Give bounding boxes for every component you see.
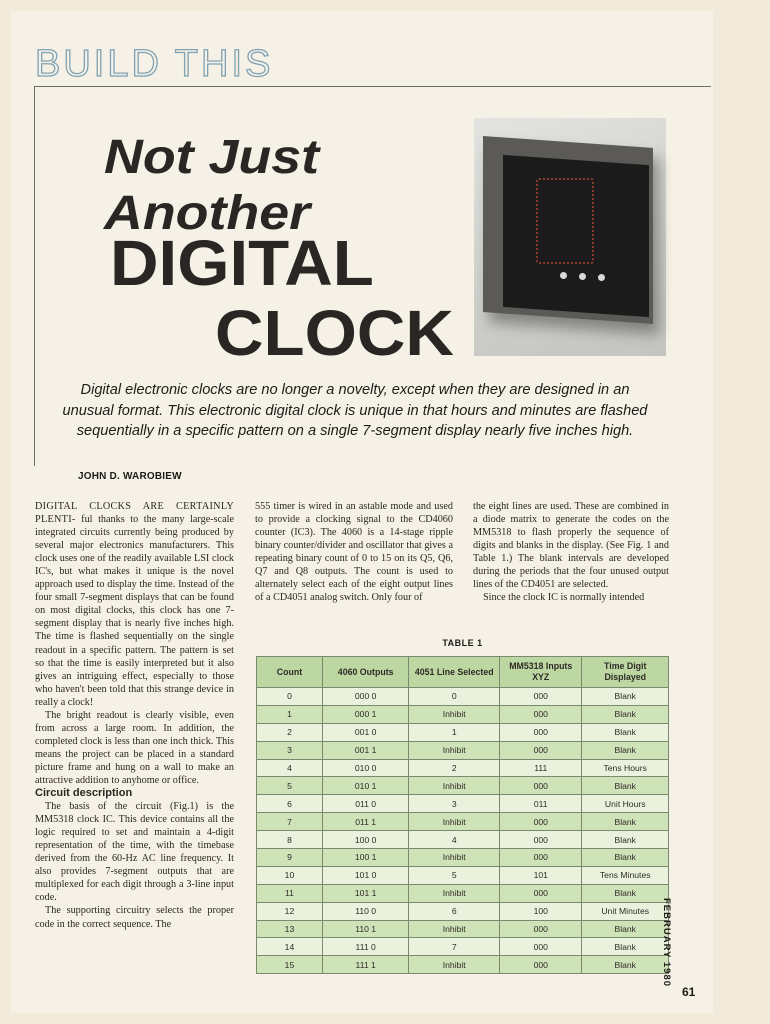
table-cell: 4	[409, 831, 500, 849]
header-vertical-rule	[34, 86, 35, 466]
text-column-2	[255, 500, 453, 604]
table-cell: Blank	[582, 831, 669, 849]
table-cell: Blank	[582, 688, 669, 706]
body-paragraph: The bright readout is clearly visible, even from across a large room. In addition, the completed clock is less than one inch thick. This means the project can be placed in a standard picture frame and hung on a wall to make an attractive addition to anyhome or office.	[35, 709, 234, 786]
title-line-1: Not Just	[104, 131, 320, 184]
table-cell: 14	[257, 938, 323, 956]
table-cell: 7	[409, 938, 500, 956]
table-cell: Blank	[582, 705, 669, 723]
table-row	[257, 777, 669, 795]
table-cell: 000 0	[322, 688, 409, 706]
table-cell: 000 1	[322, 705, 409, 723]
table-cell: Inhibit	[409, 920, 500, 938]
table-cell: 0	[257, 688, 323, 706]
table-cell: Tens Hours	[582, 759, 669, 777]
column-header: Count	[257, 657, 323, 688]
table-cell: Blank	[582, 920, 669, 938]
table-cell: 1	[409, 723, 500, 741]
seven-segment-display	[536, 178, 594, 264]
table-cell: Blank	[582, 956, 669, 974]
table-cell: 9	[257, 849, 323, 867]
table-cell: Unit Hours	[582, 795, 669, 813]
table-header-row	[257, 657, 669, 688]
table-cell: 011 1	[322, 813, 409, 831]
table-cell: 001 1	[322, 741, 409, 759]
body-paragraph: The basis of the circuit (Fig.1) is the MM5318 clock IC. This device contains all the logic required to set and maintain a 4-digit representation of the time, with the timebase derived from the 60-Hz AC line frequency. It also provides 7-segment outputs that are multiplexed for each digit through a 3-line input code.	[35, 801, 234, 904]
title-line-2: Another	[104, 187, 311, 240]
table-row	[257, 884, 669, 902]
table-cell: 0	[409, 688, 500, 706]
table-cell: 101 1	[322, 884, 409, 902]
table-cell: 5	[257, 777, 323, 795]
lead-in: DIGITAL CLOCKS ARE CERTAINLY PLENTI-	[35, 501, 234, 526]
table-row	[257, 866, 669, 884]
table-cell: 000	[500, 688, 582, 706]
body-paragraph: ful thanks to the many large-scale integrated circuits currently being produced by several major electronics manufacturers. This clock uses one of the readily available LSI clock IC's, but what makes it unique is the novel approach used to display the time. Instead of the four small 7-segment displays that can be found on most digital clocks, this clock has one 7-segment display that is nearly five inches high. The time is flashed sequentially on the single readout in a specific pattern. The pattern is set so that the time is easily interpreted but it also gives an intriguing effect, especially to those who haven't been told that this strange device in really a clock!	[35, 514, 234, 708]
table-cell: 001 0	[322, 723, 409, 741]
body-paragraph: the eight lines are used. These are combined in a diode matrix to generate the codes on the MM5318 to flash properly the sequence of digits and blanks in the display. (See Fig. 1 and Table 1.) The blank intervals are developed during the periods that the four unused output lines of the CD4051 are selected.	[473, 501, 669, 591]
table-cell: 000	[500, 741, 582, 759]
table-cell: Blank	[582, 741, 669, 759]
table-cell: Tens Minutes	[582, 866, 669, 884]
table-cell: Blank	[582, 723, 669, 741]
table-cell: 011	[500, 795, 582, 813]
table-row	[257, 705, 669, 723]
table-row	[257, 813, 669, 831]
table-cell: Inhibit	[409, 884, 500, 902]
table-cell: 011 0	[322, 795, 409, 813]
table-row	[257, 938, 669, 956]
table-cell: 111	[500, 759, 582, 777]
body-paragraph: Since the clock IC is normally intended	[483, 592, 645, 604]
text-column-3	[473, 500, 669, 604]
table-cell: Inhibit	[409, 813, 500, 831]
table-cell: 100	[500, 902, 582, 920]
issue-date: FEBRUARY 1980	[661, 898, 672, 988]
table-cell: 000	[500, 813, 582, 831]
table-cell: Blank	[582, 813, 669, 831]
table-cell: 10	[257, 866, 323, 884]
byline: JOHN D. WAROBIEW	[78, 471, 182, 482]
table-cell: Blank	[582, 884, 669, 902]
table-cell: 3	[257, 741, 323, 759]
table-cell: Inhibit	[409, 777, 500, 795]
table-cell: 13	[257, 920, 323, 938]
title-line-3: DIGITAL	[110, 227, 374, 299]
table-row	[257, 688, 669, 706]
column-header: 4060 Outputs	[322, 657, 409, 688]
table-row	[257, 741, 669, 759]
table-row	[257, 795, 669, 813]
table-cell: 3	[409, 795, 500, 813]
table-cell: 4	[257, 759, 323, 777]
subhead: Circuit description	[35, 787, 133, 800]
table-row	[257, 759, 669, 777]
body-paragraph: 555 timer is wired in an astable mode and used to provide a clocking signal to the CD4060 counter (IC3). The 4060 is a 14-stage ripple binary counter/divider and oscillator that gives a repeating binary count of 0 to 15 on its Q5, Q6, Q7 and Q8 outputs. The count is used to alternately select each of the eight output lines of a CD4051 analog switch. Only four of	[255, 501, 453, 604]
column-header: Time Digit Displayed	[582, 657, 669, 688]
table-cell: Blank	[582, 777, 669, 795]
table-cell: 000	[500, 956, 582, 974]
table-cell: 2	[257, 723, 323, 741]
table-cell: 000	[500, 705, 582, 723]
table-cell: Blank	[582, 849, 669, 867]
table-row	[257, 723, 669, 741]
table-cell: 101 0	[322, 866, 409, 884]
knob	[598, 274, 605, 281]
table-cell: 000	[500, 831, 582, 849]
table-cell: 2	[409, 759, 500, 777]
table-cell: 11	[257, 884, 323, 902]
table-cell: 000	[500, 723, 582, 741]
table-cell: 6	[409, 902, 500, 920]
table-cell: Blank	[582, 938, 669, 956]
table-cell: 000	[500, 777, 582, 795]
table-cell: 100 0	[322, 831, 409, 849]
table-row	[257, 849, 669, 867]
table-cell: 100 1	[322, 849, 409, 867]
table-cell: 15	[257, 956, 323, 974]
data-table	[256, 656, 669, 974]
header-rule	[34, 86, 711, 87]
table-cell: 010 1	[322, 777, 409, 795]
table-cell: 000	[500, 849, 582, 867]
table-cell: 101	[500, 866, 582, 884]
column-header: MM5318 Inputs XYZ	[500, 657, 582, 688]
table-cell: 5	[409, 866, 500, 884]
table-cell: 7	[257, 813, 323, 831]
table-row	[257, 956, 669, 974]
section-header: BUILD THIS	[35, 43, 274, 85]
column-header: 4051 Line Selected	[409, 657, 500, 688]
table-cell: 12	[257, 902, 323, 920]
knob	[579, 273, 586, 280]
title-line-4: CLOCK	[215, 297, 454, 369]
table-cell: 6	[257, 795, 323, 813]
table-cell: 111 0	[322, 938, 409, 956]
table-cell: Inhibit	[409, 956, 500, 974]
knob	[560, 272, 567, 279]
table-cell: 010 0	[322, 759, 409, 777]
table-cell: Unit Minutes	[582, 902, 669, 920]
article-deck: Digital electronic clocks are no longer a novelty, except when they are designed in an unusual format. This electronic digital clock is unique in that hours and minutes are flashed sequentially in a specific pattern on a single 7-segment display nearly five inches high.	[62, 382, 648, 439]
table-cell: Inhibit	[409, 741, 500, 759]
table-cell: 110 0	[322, 902, 409, 920]
table-row	[257, 902, 669, 920]
table-cell: 1	[257, 705, 323, 723]
table-cell: 000	[500, 920, 582, 938]
page-number: 61	[682, 985, 696, 999]
table-row	[257, 920, 669, 938]
table-cell: 000	[500, 884, 582, 902]
table-cell: Inhibit	[409, 849, 500, 867]
body-paragraph: The supporting circuitry selects the proper code in the correct sequence. The	[35, 905, 234, 930]
table-title: TABLE 1	[442, 638, 483, 648]
text-column-1	[35, 500, 234, 931]
table-row	[257, 831, 669, 849]
table-cell: Inhibit	[409, 705, 500, 723]
table-cell: 110 1	[322, 920, 409, 938]
table-cell: 8	[257, 831, 323, 849]
table-cell: 000	[500, 938, 582, 956]
table-cell: 111 1	[322, 956, 409, 974]
